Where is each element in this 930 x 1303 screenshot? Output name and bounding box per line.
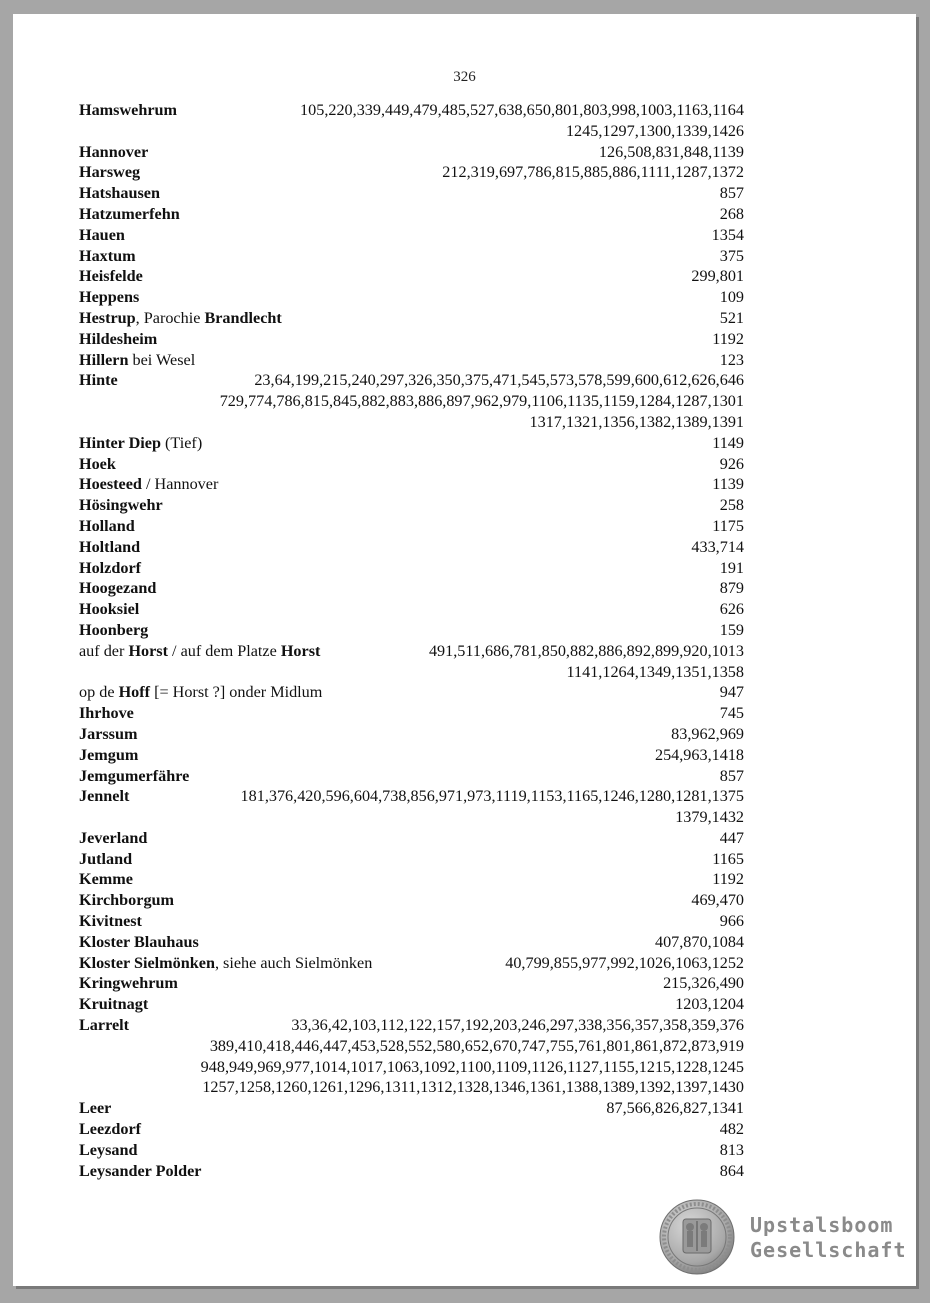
place-name: Kloster Sielmönken xyxy=(79,953,215,972)
index-entry xyxy=(79,994,744,1015)
place-name: Harsweg xyxy=(79,163,141,182)
entry-term xyxy=(79,454,116,475)
entry-term xyxy=(79,142,148,163)
index-entry-continuation xyxy=(79,412,744,433)
index-entry xyxy=(79,1161,744,1182)
place-name: Jarssum xyxy=(79,724,138,743)
entry-page-refs: 181,376,420,596,604,738,856,971,973,1119,1153,1165,1246,1280,1281,1375 xyxy=(240,787,744,806)
place-name: Larrelt xyxy=(79,1016,130,1035)
index-entry xyxy=(79,1119,744,1140)
entry-term xyxy=(79,162,140,183)
term-annotation: / Hannover xyxy=(141,475,219,494)
index-entry-continuation xyxy=(79,1057,744,1078)
entry-term xyxy=(79,183,160,204)
place-name: Holtland xyxy=(79,537,141,556)
index-entry xyxy=(79,495,744,516)
entry-page-refs: 159 xyxy=(719,620,744,639)
entry-term xyxy=(79,599,139,620)
index-entry xyxy=(79,703,744,724)
term-annotation: (Tief) xyxy=(160,433,203,452)
place-name: Kringwehrum xyxy=(79,974,178,993)
place-name: Hannover xyxy=(79,142,149,161)
society-watermark xyxy=(750,1213,907,1263)
place-name: Leer xyxy=(79,1099,112,1118)
index-entry-continuation xyxy=(79,1036,744,1057)
entry-page-refs: 1192 xyxy=(712,329,744,348)
index-entry xyxy=(79,828,744,849)
index-entry xyxy=(79,641,744,662)
entry-term xyxy=(79,953,372,974)
index-entry xyxy=(79,890,744,911)
index-entry xyxy=(79,308,744,329)
watermark-line-1: Upstalsboom xyxy=(750,1213,894,1237)
place-name: Kloster Blauhaus xyxy=(79,932,199,951)
entry-term xyxy=(79,890,174,911)
entry-page-refs: 482 xyxy=(719,1120,744,1139)
index-entry xyxy=(79,454,744,475)
entry-term xyxy=(79,724,137,745)
index-entry xyxy=(79,287,744,308)
entry-term xyxy=(79,204,180,225)
place-name: Hatshausen xyxy=(79,184,160,203)
index-entry xyxy=(79,183,744,204)
place-name: Hamswehrum xyxy=(79,101,178,119)
entry-term xyxy=(79,911,142,932)
entry-term xyxy=(79,474,218,495)
entry-page-refs: 626 xyxy=(719,600,744,619)
entry-term xyxy=(79,1119,141,1140)
entry-page-refs: 857 xyxy=(719,766,744,785)
index-entry xyxy=(79,599,744,620)
entry-page-refs: 864 xyxy=(719,1161,744,1180)
entry-page-refs: 109 xyxy=(719,288,744,307)
place-name: Horst xyxy=(128,641,168,660)
entry-term xyxy=(79,869,133,890)
index-entry xyxy=(79,849,744,870)
index-entry xyxy=(79,766,744,787)
entry-page-refs: 469,470 xyxy=(691,891,744,910)
place-name: Horst xyxy=(280,641,321,660)
entry-page-refs: 389,410,418,446,447,453,528,552,580,652,670,747,755,761,801,861,872,873,919 xyxy=(209,1036,744,1055)
place-name: Holzdorf xyxy=(79,558,142,577)
document-page xyxy=(13,14,916,1286)
index-entry-continuation xyxy=(79,121,744,142)
index-entry xyxy=(79,350,744,371)
entry-term xyxy=(79,1015,129,1036)
entry-page-refs: 375 xyxy=(719,246,744,265)
index-entry xyxy=(79,578,744,599)
term-annotation: bei Wesel xyxy=(128,350,196,369)
entry-term xyxy=(79,537,140,558)
entry-page-refs: 299,801 xyxy=(691,267,744,286)
entry-term xyxy=(79,849,132,870)
entry-page-refs: 1149 xyxy=(712,433,744,452)
entry-term xyxy=(79,766,189,787)
place-name: Jennelt xyxy=(79,787,130,806)
index-entry xyxy=(79,869,744,890)
index-entry-continuation xyxy=(79,807,744,828)
place-name: Kemme xyxy=(79,870,133,889)
place-name: Hoonberg xyxy=(79,620,149,639)
entry-page-refs: 1354 xyxy=(711,225,744,244)
entry-page-refs: 447 xyxy=(719,828,744,847)
entry-term xyxy=(79,246,136,267)
index-entry xyxy=(79,953,744,974)
place-name: Jutland xyxy=(79,849,133,868)
term-annotation: op de xyxy=(79,683,119,702)
entry-term xyxy=(79,516,135,537)
entry-term xyxy=(79,973,178,994)
page-number: 326 xyxy=(453,69,476,85)
index-entry xyxy=(79,1140,744,1161)
entry-page-refs: 948,949,969,977,1014,1017,1063,1092,1100,1109,1126,1127,1155,1215,1228,1245 xyxy=(200,1057,744,1076)
place-name: Hatzumerfehn xyxy=(79,204,180,223)
index-entry xyxy=(79,474,744,495)
entry-page-refs: 966 xyxy=(719,912,744,931)
index-entry xyxy=(79,246,744,267)
index-entry xyxy=(79,932,744,953)
place-name: Hauen xyxy=(79,225,125,244)
entry-page-refs: 87,566,826,827,1341 xyxy=(606,1099,744,1118)
place-name: Kivitnest xyxy=(79,912,142,931)
entry-page-refs: 254,963,1418 xyxy=(654,745,744,764)
place-name: Ihrhove xyxy=(79,704,134,723)
index-entry xyxy=(79,724,744,745)
index-entry xyxy=(79,142,744,163)
entry-term xyxy=(79,100,177,121)
place-name: Hooksiel xyxy=(79,600,140,619)
index-entry xyxy=(79,1015,744,1036)
entry-term xyxy=(79,350,195,371)
index-entry xyxy=(79,204,744,225)
index-entry-continuation xyxy=(79,662,744,683)
entry-page-refs: 1165 xyxy=(712,849,744,868)
index-entry xyxy=(79,516,744,537)
entry-page-refs: 268 xyxy=(719,204,744,223)
entry-term xyxy=(79,287,139,308)
entry-page-refs: 1175 xyxy=(712,516,744,535)
index-entry xyxy=(79,1098,744,1119)
index-entry xyxy=(79,682,744,703)
entry-page-refs: 745 xyxy=(719,704,744,723)
entry-page-refs: 258 xyxy=(719,496,744,515)
term-annotation: , siehe auch Sielmönken xyxy=(214,953,373,972)
place-name: Hoek xyxy=(79,454,116,473)
entry-term xyxy=(79,370,118,391)
entry-page-refs: 1203,1204 xyxy=(675,995,744,1014)
entry-page-refs: 1245,1297,1300,1339,1426 xyxy=(565,121,744,140)
entry-term xyxy=(79,682,322,703)
place-name: Leysander Polder xyxy=(79,1161,202,1180)
entry-term xyxy=(79,308,282,329)
place-name: Hösingwehr xyxy=(79,496,163,515)
place-name: Leysand xyxy=(79,1140,138,1159)
entry-page-refs: 729,774,786,815,845,882,883,886,897,962,979,1106,1135,1159,1284,1287,1301 xyxy=(219,392,744,411)
entry-page-refs: 521 xyxy=(719,308,744,327)
entry-term xyxy=(79,641,320,662)
watermark-line-2: Gesellschaft xyxy=(750,1238,907,1262)
entry-term xyxy=(79,786,129,807)
entry-page-refs: 407,870,1084 xyxy=(654,932,744,951)
term-annotation: , Parochie xyxy=(135,308,205,327)
entry-page-refs: 857 xyxy=(719,184,744,203)
place-name: Hoff xyxy=(118,683,151,702)
index-entry xyxy=(79,973,744,994)
index-entry xyxy=(79,162,744,183)
entry-term xyxy=(79,828,147,849)
index-entry xyxy=(79,370,744,391)
place-name: Jeverland xyxy=(79,828,148,847)
entry-term xyxy=(79,994,148,1015)
entry-term xyxy=(79,703,134,724)
entry-term xyxy=(79,1098,111,1119)
entry-term xyxy=(79,495,163,516)
place-name: Hoogezand xyxy=(79,579,157,598)
term-annotation: / auf dem Platze xyxy=(168,641,281,660)
entry-page-refs: 215,326,490 xyxy=(663,974,744,993)
entry-term xyxy=(79,225,125,246)
entry-page-refs: 1317,1321,1356,1382,1389,1391 xyxy=(529,412,744,431)
entry-page-refs: 879 xyxy=(719,579,744,598)
entry-page-refs: 126,508,831,848,1139 xyxy=(598,142,744,161)
entry-term xyxy=(79,620,148,641)
entry-page-refs: 433,714 xyxy=(691,537,744,556)
index-entry xyxy=(79,225,744,246)
index-entry xyxy=(79,911,744,932)
place-name: Kruitnagt xyxy=(79,995,149,1014)
place-name: Leezdorf xyxy=(79,1120,142,1139)
place-name: Jemgum xyxy=(79,745,139,764)
entry-page-refs: 23,64,199,215,240,297,326,350,375,471,545,573,578,599,600,612,626,646 xyxy=(254,371,744,390)
place-name: Heisfelde xyxy=(79,267,143,286)
entry-page-refs: 1379,1432 xyxy=(675,808,744,827)
place-name: Hestrup xyxy=(79,308,136,327)
place-name: Holland xyxy=(79,516,135,535)
index-entry xyxy=(79,100,744,121)
place-name: Hoesteed xyxy=(79,475,142,494)
society-seal-icon xyxy=(659,1199,735,1275)
index-entry xyxy=(79,558,744,579)
place-name: Hinte xyxy=(79,371,118,390)
entry-term xyxy=(79,558,141,579)
place-name: Hinter Diep xyxy=(79,433,161,452)
entry-term xyxy=(79,1140,137,1161)
term-annotation: [= Horst ?] onder Midlum xyxy=(150,683,323,702)
entry-term xyxy=(79,1161,201,1182)
place-name: Hillern xyxy=(79,350,129,369)
index-entry xyxy=(79,537,744,558)
index-entry xyxy=(79,620,744,641)
index-entry xyxy=(79,433,744,454)
entry-page-refs: 1141,1264,1349,1351,1358 xyxy=(566,662,744,681)
entry-term xyxy=(79,932,199,953)
entry-page-refs: 947 xyxy=(719,683,744,702)
index-entry xyxy=(79,266,744,287)
entry-page-refs: 191 xyxy=(719,558,744,577)
entry-page-refs: 491,511,686,781,850,882,886,892,899,920,1013 xyxy=(428,641,744,660)
index-entry xyxy=(79,786,744,807)
entry-page-refs: 813 xyxy=(719,1140,744,1159)
entry-term xyxy=(79,266,143,287)
entry-term xyxy=(79,329,157,350)
entry-page-refs: 83,962,969 xyxy=(671,724,744,743)
entry-term xyxy=(79,433,202,454)
place-name: Brandlecht xyxy=(204,308,282,327)
place-name: Haxtum xyxy=(79,246,136,265)
entry-page-refs: 105,220,339,449,479,485,527,638,650,801,803,998,1003,1163,1164 xyxy=(300,101,744,119)
index-entries xyxy=(79,100,744,1181)
index-entry-continuation xyxy=(79,1077,744,1098)
place-name: Heppens xyxy=(79,288,140,307)
entry-page-refs: 123 xyxy=(719,350,744,369)
place-name: Jemgumerfähre xyxy=(79,766,190,785)
entry-term xyxy=(79,745,138,766)
index-entry xyxy=(79,329,744,350)
entry-page-refs: 33,36,42,103,112,122,157,192,203,246,297,338,356,357,358,359,376 xyxy=(291,1016,744,1035)
entry-term xyxy=(79,578,156,599)
entry-page-refs: 1139 xyxy=(712,475,744,494)
entry-page-refs: 1257,1258,1260,1261,1296,1311,1312,1328,1346,1361,1388,1389,1392,1397,1430 xyxy=(202,1078,744,1097)
index-entry xyxy=(79,745,744,766)
term-annotation: auf der xyxy=(79,641,129,660)
place-name: Hildesheim xyxy=(79,329,158,348)
index-entry-continuation xyxy=(79,391,744,412)
entry-page-refs: 926 xyxy=(719,454,744,473)
place-name: Kirchborgum xyxy=(79,891,175,910)
entry-page-refs: 212,319,697,786,815,885,886,1111,1287,1372 xyxy=(442,163,744,182)
entry-page-refs: 40,799,855,977,992,1026,1063,1252 xyxy=(505,953,744,972)
entry-page-refs: 1192 xyxy=(712,870,744,889)
